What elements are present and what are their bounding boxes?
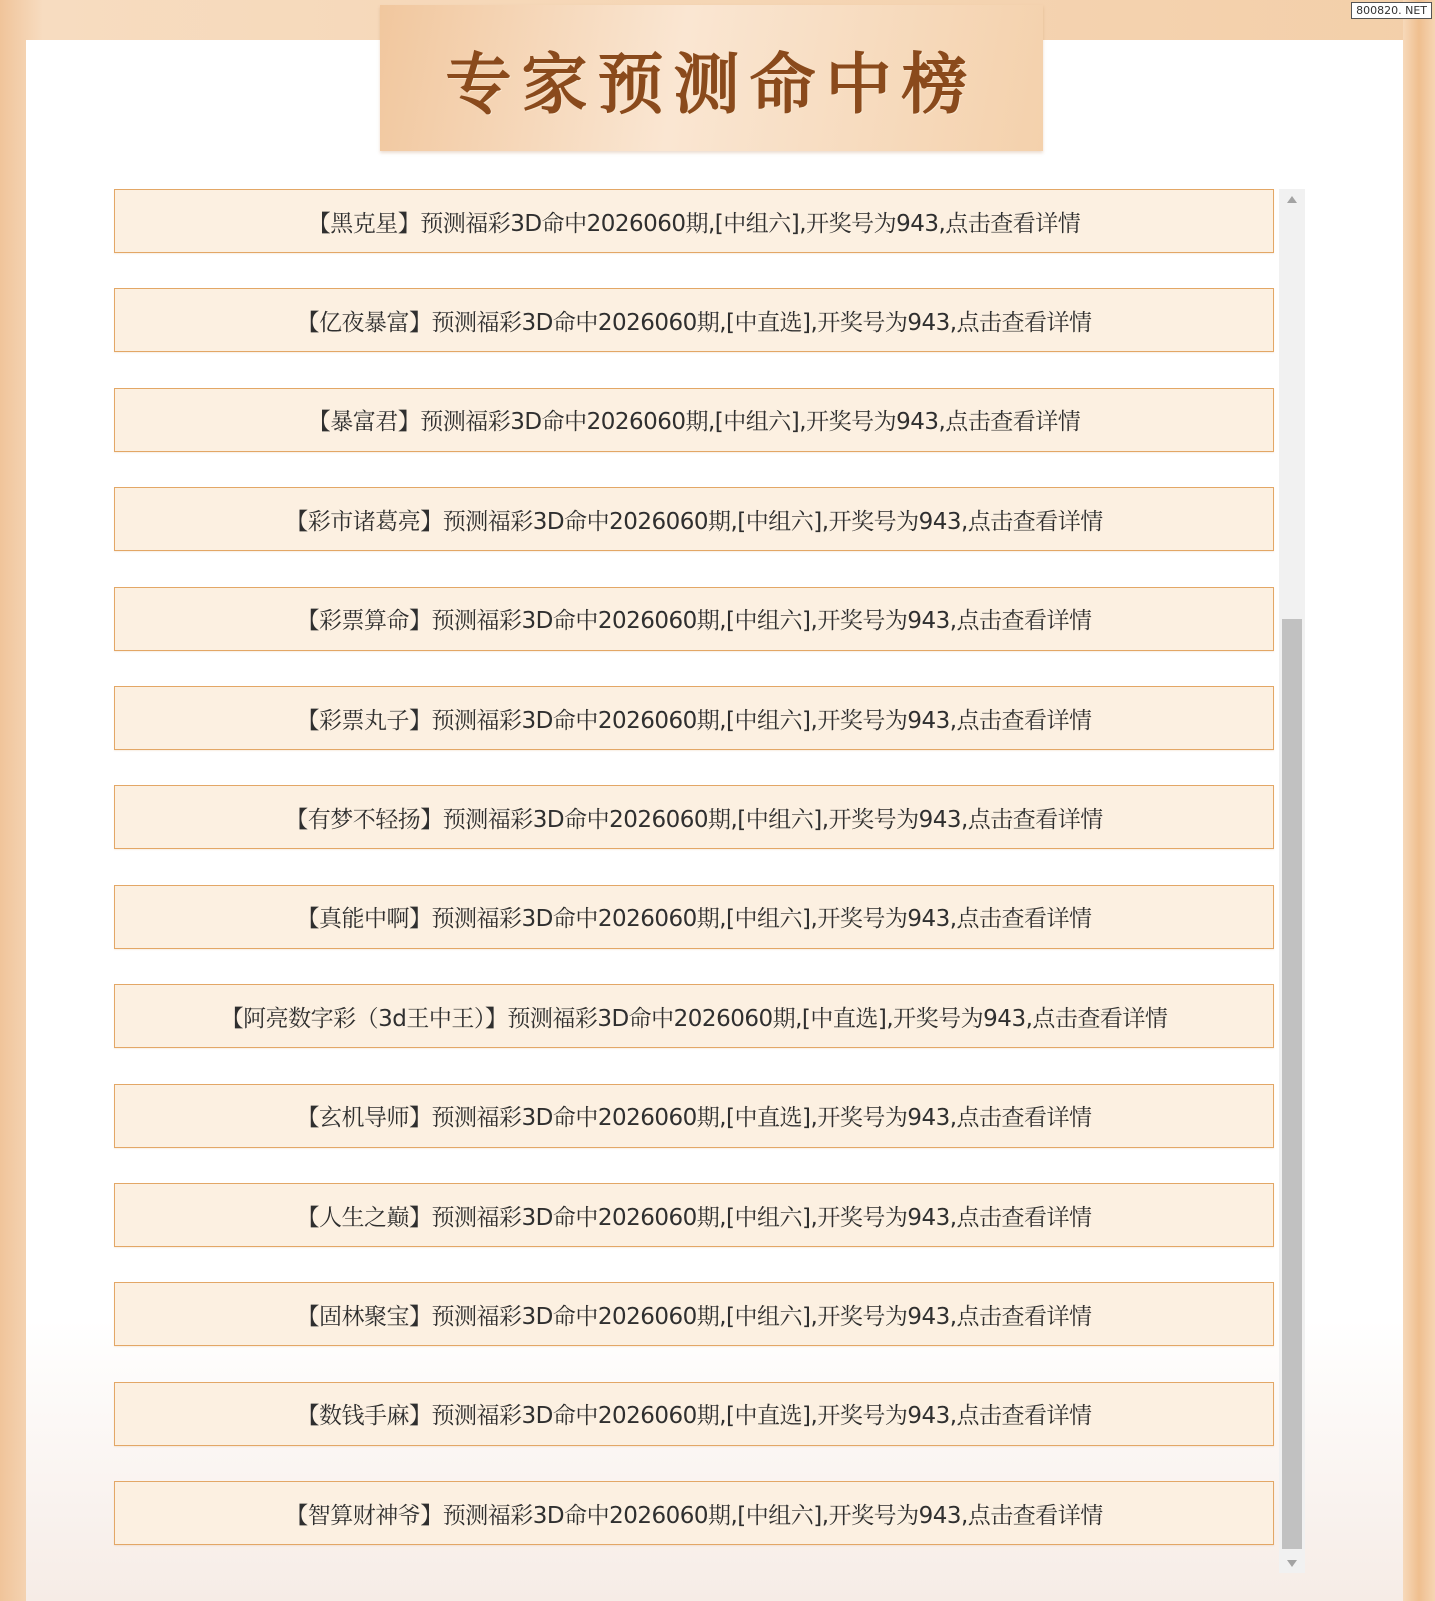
watermark-badge: 800820. NET	[1351, 2, 1432, 19]
list-item-text: 【彩票丸子】预测福彩3D命中2026060期,[中组六],开奖号为943,点击查看详情	[296, 707, 1092, 734]
scroll-up-icon[interactable]	[1279, 189, 1305, 209]
list-item-text: 【阿亮数字彩（3d王中王）】预测福彩3D命中2026060期,[中直选],开奖号为943,点击查看详情	[220, 1005, 1168, 1032]
list-item-text: 【智算财神爷】预测福彩3D命中2026060期,[中组六],开奖号为943,点击查看详情	[285, 1502, 1103, 1529]
list-item[interactable]	[114, 587, 1274, 651]
list-item[interactable]	[114, 1382, 1274, 1446]
list-item-text: 【真能中啊】预测福彩3D命中2026060期,[中组六],开奖号为943,点击查看详情	[296, 906, 1092, 933]
list-item-text: 【有梦不轻扬】预测福彩3D命中2026060期,[中组六],开奖号为943,点击查看详情	[285, 806, 1103, 833]
list-item[interactable]	[114, 686, 1274, 750]
title-banner	[380, 5, 1043, 151]
list-item-text: 【玄机导师】预测福彩3D命中2026060期,[中直选],开奖号为943,点击查看详情	[296, 1105, 1092, 1132]
list-item-text: 【人生之巅】预测福彩3D命中2026060期,[中组六],开奖号为943,点击查看详情	[296, 1204, 1092, 1231]
vertical-scrollbar[interactable]	[1279, 189, 1305, 1573]
list-item[interactable]	[114, 1183, 1274, 1247]
list-item-text: 【固林聚宝】预测福彩3D命中2026060期,[中组六],开奖号为943,点击查看详情	[296, 1303, 1092, 1330]
list-item[interactable]	[114, 885, 1274, 949]
list-item[interactable]	[114, 189, 1274, 253]
list-item[interactable]	[114, 288, 1274, 352]
list-item-text: 【彩票算命】预测福彩3D命中2026060期,[中组六],开奖号为943,点击查看详情	[296, 608, 1092, 635]
list-item[interactable]	[114, 1084, 1274, 1148]
list-item[interactable]	[114, 785, 1274, 849]
list-item-text: 【暴富君】预测福彩3D命中2026060期,[中组六],开奖号为943,点击查看详情	[307, 409, 1081, 436]
scrollbar-thumb[interactable]	[1282, 619, 1302, 1549]
list-item[interactable]	[114, 1282, 1274, 1346]
list-item[interactable]	[114, 1481, 1274, 1545]
frame-right-edge	[1403, 0, 1435, 1601]
list-item-text: 【亿夜暴富】预测福彩3D命中2026060期,[中直选],开奖号为943,点击查看详情	[296, 309, 1092, 336]
list-item-text: 【黑克星】预测福彩3D命中2026060期,[中组六],开奖号为943,点击查看详情	[307, 210, 1081, 237]
list-item[interactable]	[114, 984, 1274, 1048]
expert-hit-list	[114, 189, 1276, 1573]
list-item-text: 【彩市诸葛亮】预测福彩3D命中2026060期,[中组六],开奖号为943,点击查看详情	[285, 508, 1103, 535]
list-item[interactable]	[114, 388, 1274, 452]
list-item[interactable]	[114, 487, 1274, 551]
scroll-down-icon[interactable]	[1279, 1553, 1305, 1573]
page-title: 专家预测命中榜	[445, 44, 978, 123]
list-item-text: 【数钱手麻】预测福彩3D命中2026060期,[中直选],开奖号为943,点击查看详情	[296, 1403, 1092, 1430]
